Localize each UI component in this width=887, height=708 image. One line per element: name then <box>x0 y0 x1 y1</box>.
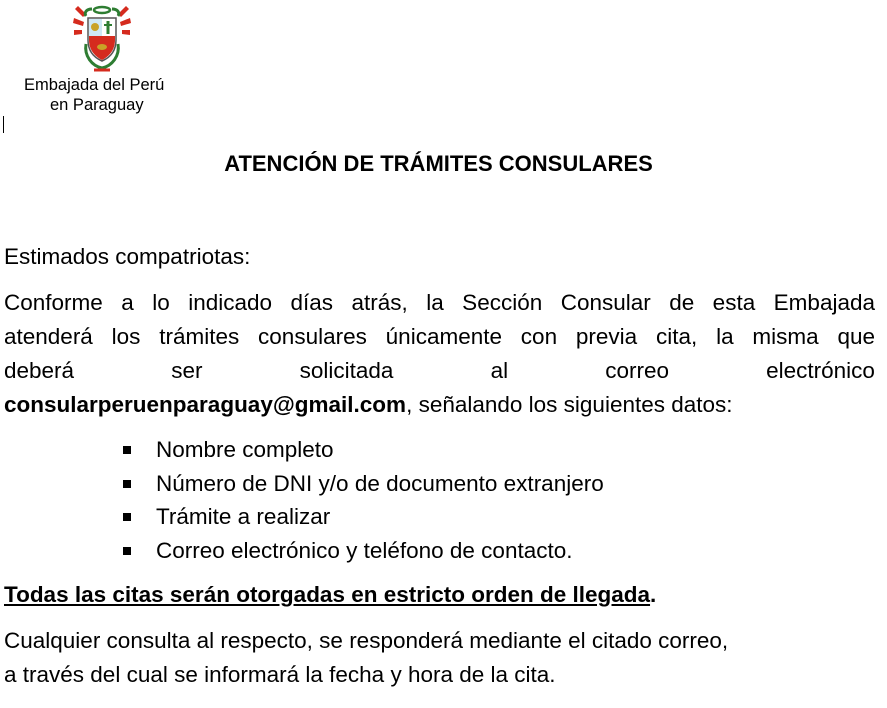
list-item <box>120 467 604 501</box>
body-line-3 <box>4 354 875 388</box>
letterhead <box>0 0 200 120</box>
embassy-name-line-1: Embajada del Perú <box>24 76 165 94</box>
body-line-1: Conforme a lo indicado días atrás, la Sección Consular de esta Embajada <box>4 290 875 315</box>
body-word: ser <box>171 358 203 383</box>
text-cursor <box>3 116 4 133</box>
list-item-text: Correo electrónico y teléfono de contacto. <box>156 537 573 563</box>
square-bullet-icon <box>123 446 131 454</box>
body-word: al <box>490 358 509 383</box>
consular-email-address: consularperuenparaguay@gmail.com <box>4 392 407 417</box>
list-item <box>120 500 604 534</box>
square-bullet-icon <box>123 547 131 555</box>
body-line-4-rest: , señalando los siguientes datos: <box>406 392 733 417</box>
body-paragraph <box>4 286 875 422</box>
body-word: solicitada <box>299 358 394 383</box>
list-item <box>120 534 604 568</box>
list-item-text: Trámite a realizar <box>156 504 331 529</box>
body-word: deberá <box>4 358 75 383</box>
list-item-text: Nombre completo <box>156 437 334 462</box>
greeting: Estimados compatriotas: <box>4 244 251 269</box>
closing-line-1: Cualquier consulta al respecto, se responderá mediante el citado correo, <box>4 628 729 653</box>
list-item-text: Número de DNI y/o de documento extranjero <box>156 470 604 496</box>
closing-line-2: a través del cual se informará la fecha y hora de la cita. <box>4 662 556 687</box>
appointment-notice <box>4 578 656 612</box>
body-line-4 <box>4 388 875 422</box>
closing-paragraph <box>4 624 875 692</box>
body-word: correo <box>605 358 669 383</box>
notice-period: . <box>650 582 657 607</box>
list-item <box>120 433 604 467</box>
body-line-2: atenderá los trámites consulares únicamente con previa cita, la misma que <box>4 324 875 349</box>
peru-coat-of-arms-icon <box>72 4 132 76</box>
body-word: electrónico <box>766 358 875 383</box>
document-title: ATENCIÓN DE TRÁMITES CONSULARES <box>224 151 653 176</box>
notice-underlined-text: Todas las citas serán otorgadas en estricto orden de llegada <box>4 582 651 607</box>
square-bullet-icon <box>123 480 131 488</box>
square-bullet-icon <box>123 513 131 521</box>
requirements-list <box>120 433 604 567</box>
embassy-name-line-2: en Paraguay <box>50 96 144 114</box>
